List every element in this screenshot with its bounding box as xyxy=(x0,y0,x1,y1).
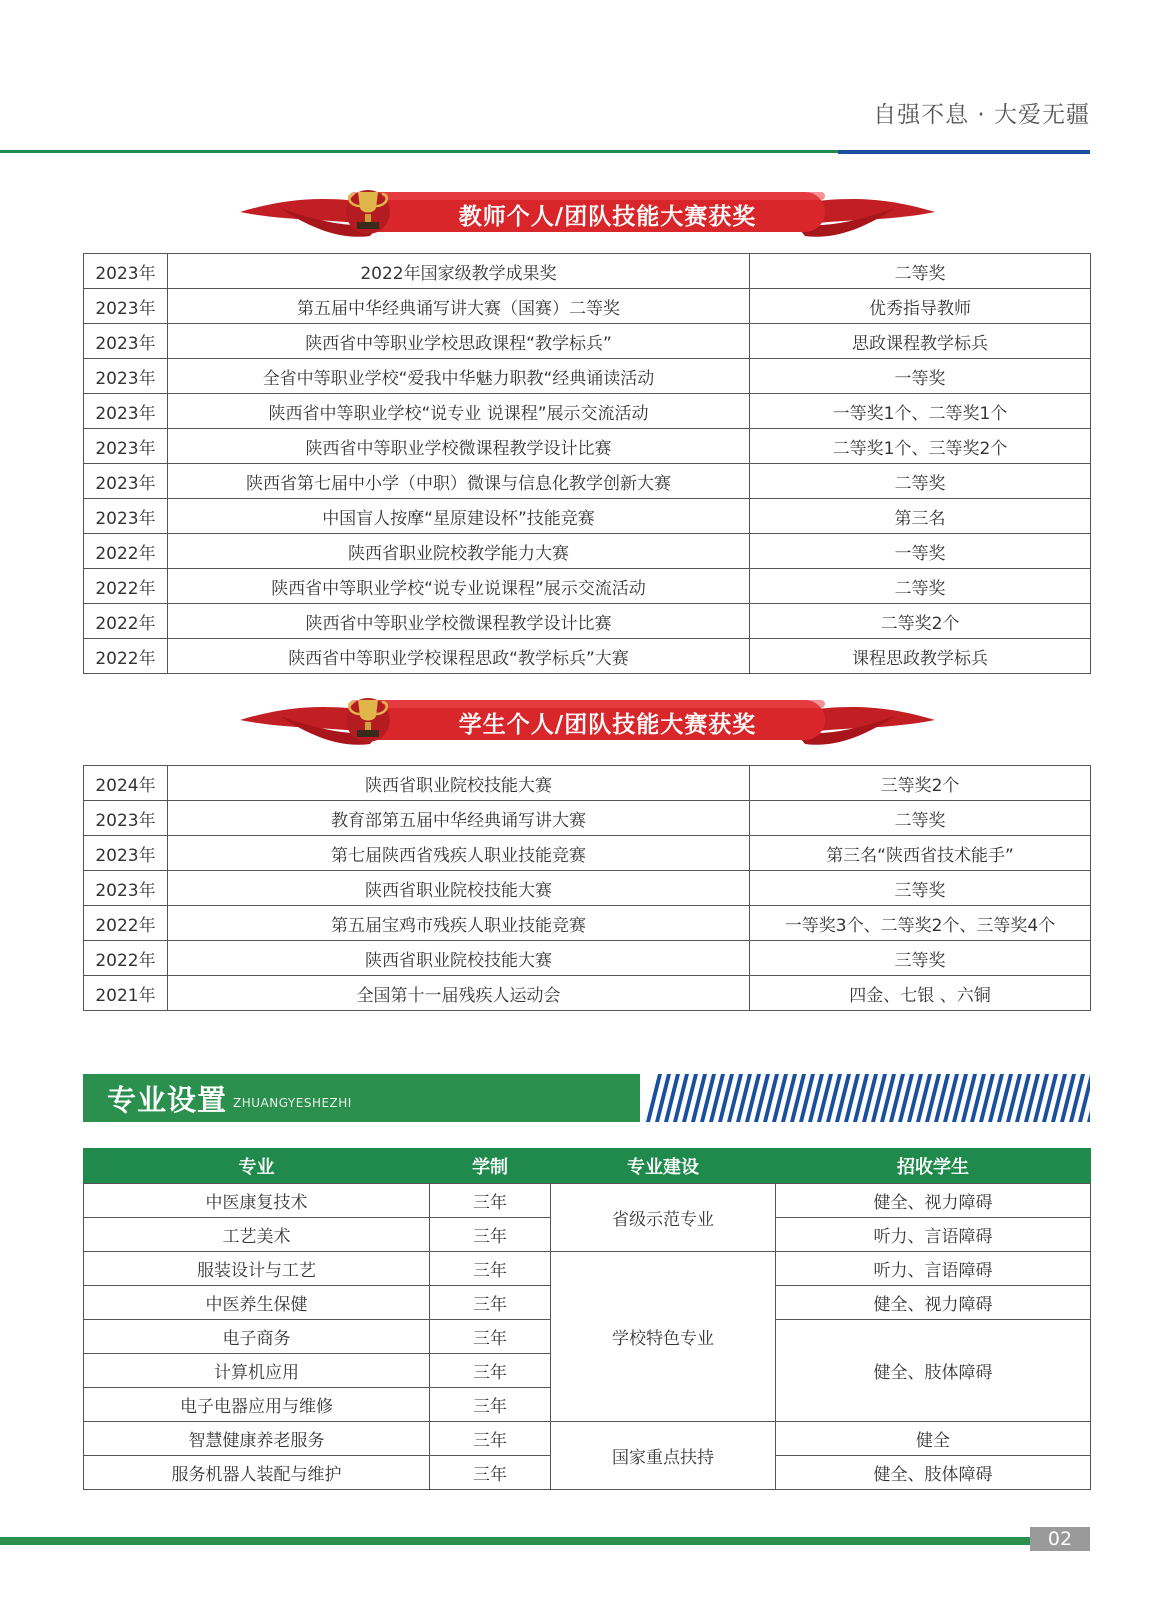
table-row xyxy=(84,464,1091,499)
award-result: 二等奖 xyxy=(750,801,1091,836)
major-duration: 三年 xyxy=(430,1286,551,1320)
award-year: 2022年 xyxy=(84,569,168,604)
award-year: 2024年 xyxy=(84,766,168,801)
award-event: 陕西省中等职业学校思政课程“教学标兵” xyxy=(168,324,750,359)
table-row xyxy=(84,1184,1091,1218)
major-students: 健全 xyxy=(776,1422,1091,1456)
award-year: 2023年 xyxy=(84,836,168,871)
student-section-ribbon xyxy=(240,686,935,756)
major-name: 中医养生保健 xyxy=(84,1286,430,1320)
major-duration: 三年 xyxy=(430,1320,551,1354)
award-result: 一等奖1个、二等奖1个 xyxy=(750,394,1091,429)
table-row xyxy=(84,324,1091,359)
table-row xyxy=(84,604,1091,639)
major-name: 中医康复技术 xyxy=(84,1184,430,1218)
award-event: 陕西省中等职业学校“说专业说课程”展示交流活动 xyxy=(168,569,750,604)
award-event: 陕西省职业院校教学能力大赛 xyxy=(168,534,750,569)
header-slogan: 自强不息 · 大爱无疆 xyxy=(873,102,1090,128)
major-section-band xyxy=(83,1074,1090,1122)
table-row xyxy=(84,639,1091,674)
table-row xyxy=(84,1252,1091,1286)
major-duration: 三年 xyxy=(430,1218,551,1252)
award-year: 2023年 xyxy=(84,499,168,534)
award-result: 三等奖 xyxy=(750,941,1091,976)
major-duration: 三年 xyxy=(430,1184,551,1218)
major-duration: 三年 xyxy=(430,1354,551,1388)
header-construction: 专业建设 xyxy=(551,1149,776,1184)
table-row xyxy=(84,394,1091,429)
award-year: 2023年 xyxy=(84,254,168,289)
award-event: 全省中等职业学校“爱我中华魅力职教“经典诵读活动 xyxy=(168,359,750,394)
award-event: 陕西省职业院校技能大赛 xyxy=(168,766,750,801)
award-result: 三等奖2个 xyxy=(750,766,1091,801)
award-event: 陕西省中等职业学校“说专业 说课程”展示交流活动 xyxy=(168,394,750,429)
table-row xyxy=(84,499,1091,534)
major-table-header xyxy=(84,1149,1091,1184)
award-result: 课程思政教学标兵 xyxy=(750,639,1091,674)
major-students: 健全、肢体障碍 xyxy=(776,1320,1091,1422)
award-result: 二等奖1个、三等奖2个 xyxy=(750,429,1091,464)
award-event: 陕西省中等职业学校课程思政“教学标兵”大赛 xyxy=(168,639,750,674)
major-construction: 省级示范专业 xyxy=(551,1184,776,1252)
award-result: 一等奖 xyxy=(750,359,1091,394)
award-result: 二等奖 xyxy=(750,464,1091,499)
award-result: 二等奖2个 xyxy=(750,604,1091,639)
footer-rule xyxy=(0,1537,1030,1545)
award-result: 一等奖 xyxy=(750,534,1091,569)
major-name: 电子电器应用与维修 xyxy=(84,1388,430,1422)
table-row xyxy=(84,429,1091,464)
award-result: 二等奖 xyxy=(750,569,1091,604)
major-name: 服装设计与工艺 xyxy=(84,1252,430,1286)
award-year: 2023年 xyxy=(84,801,168,836)
award-year: 2022年 xyxy=(84,906,168,941)
table-row xyxy=(84,906,1091,941)
award-year: 2022年 xyxy=(84,534,168,569)
teacher-awards-table xyxy=(83,253,1091,674)
major-duration: 三年 xyxy=(430,1252,551,1286)
header-rule-blue xyxy=(838,150,1090,154)
teacher-section-title: 教师个人/团队技能大赛获奖 xyxy=(458,204,757,230)
award-year: 2023年 xyxy=(84,871,168,906)
major-section-title: 专业设置 xyxy=(107,1083,228,1117)
table-row xyxy=(84,976,1091,1011)
header-rule-green xyxy=(0,150,838,153)
award-result: 二等奖 xyxy=(750,254,1091,289)
stripe-pattern-icon xyxy=(640,1074,1090,1122)
header-students: 招收学生 xyxy=(776,1149,1091,1184)
header-major: 专业 xyxy=(84,1149,430,1184)
major-name: 服务机器人装配与维护 xyxy=(84,1456,430,1490)
award-event: 陕西省中等职业学校微课程教学设计比赛 xyxy=(168,429,750,464)
table-row xyxy=(84,254,1091,289)
award-year: 2023年 xyxy=(84,429,168,464)
table-row xyxy=(84,836,1091,871)
teacher-section-ribbon xyxy=(240,178,935,248)
major-section-subtitle: ZHUANGYESHEZHI xyxy=(233,1096,352,1110)
award-result: 三等奖 xyxy=(750,871,1091,906)
award-event: 全国第十一届残疾人运动会 xyxy=(168,976,750,1011)
award-result: 第三名 xyxy=(750,499,1091,534)
award-result: 四金、七银 、六铜 xyxy=(750,976,1091,1011)
award-year: 2023年 xyxy=(84,324,168,359)
award-year: 2021年 xyxy=(84,976,168,1011)
major-name: 计算机应用 xyxy=(84,1354,430,1388)
major-construction: 学校特色专业 xyxy=(551,1252,776,1422)
table-row xyxy=(84,941,1091,976)
award-result: 思政课程教学标兵 xyxy=(750,324,1091,359)
award-year: 2022年 xyxy=(84,941,168,976)
award-event: 第五届宝鸡市残疾人职业技能竞赛 xyxy=(168,906,750,941)
major-construction: 国家重点扶持 xyxy=(551,1422,776,1490)
header-duration: 学制 xyxy=(430,1149,551,1184)
award-year: 2023年 xyxy=(84,359,168,394)
award-event: 陕西省第七届中小学（中职）微课与信息化教学创新大赛 xyxy=(168,464,750,499)
award-event: 陕西省中等职业学校微课程教学设计比赛 xyxy=(168,604,750,639)
award-year: 2022年 xyxy=(84,639,168,674)
table-row xyxy=(84,766,1091,801)
award-year: 2023年 xyxy=(84,464,168,499)
award-result: 第三名“陕西省技术能手” xyxy=(750,836,1091,871)
student-awards-table xyxy=(83,765,1091,1011)
award-event: 第五届中华经典诵写讲大赛（国赛）二等奖 xyxy=(168,289,750,324)
award-event: 陕西省职业院校技能大赛 xyxy=(168,871,750,906)
table-row xyxy=(84,801,1091,836)
major-students: 听力、言语障碍 xyxy=(776,1252,1091,1286)
major-duration: 三年 xyxy=(430,1388,551,1422)
student-section-title: 学生个人/团队技能大赛获奖 xyxy=(458,712,757,738)
table-row xyxy=(84,871,1091,906)
table-row xyxy=(84,289,1091,324)
major-name: 智慧健康养老服务 xyxy=(84,1422,430,1456)
major-students: 健全、肢体障碍 xyxy=(776,1456,1091,1490)
table-row xyxy=(84,359,1091,394)
award-result: 优秀指导教师 xyxy=(750,289,1091,324)
award-event: 中国盲人按摩“星原建设杯”技能竞赛 xyxy=(168,499,750,534)
table-row xyxy=(84,1422,1091,1456)
major-name: 电子商务 xyxy=(84,1320,430,1354)
table-row xyxy=(84,569,1091,604)
award-year: 2023年 xyxy=(84,289,168,324)
major-table xyxy=(83,1148,1091,1490)
major-students: 健全、视力障碍 xyxy=(776,1286,1091,1320)
award-event: 教育部第五届中华经典诵写讲大赛 xyxy=(168,801,750,836)
award-year: 2022年 xyxy=(84,604,168,639)
major-duration: 三年 xyxy=(430,1422,551,1456)
major-name: 工艺美术 xyxy=(84,1218,430,1252)
award-event: 陕西省职业院校技能大赛 xyxy=(168,941,750,976)
page-number: 02 xyxy=(1030,1527,1090,1551)
award-event: 2022年国家级教学成果奖 xyxy=(168,254,750,289)
award-year: 2023年 xyxy=(84,394,168,429)
major-students: 听力、言语障碍 xyxy=(776,1218,1091,1252)
award-event: 第七届陕西省残疾人职业技能竞赛 xyxy=(168,836,750,871)
table-row xyxy=(84,534,1091,569)
major-students: 健全、视力障碍 xyxy=(776,1184,1091,1218)
major-duration: 三年 xyxy=(430,1456,551,1490)
award-result: 一等奖3个、二等奖2个、三等奖4个 xyxy=(750,906,1091,941)
